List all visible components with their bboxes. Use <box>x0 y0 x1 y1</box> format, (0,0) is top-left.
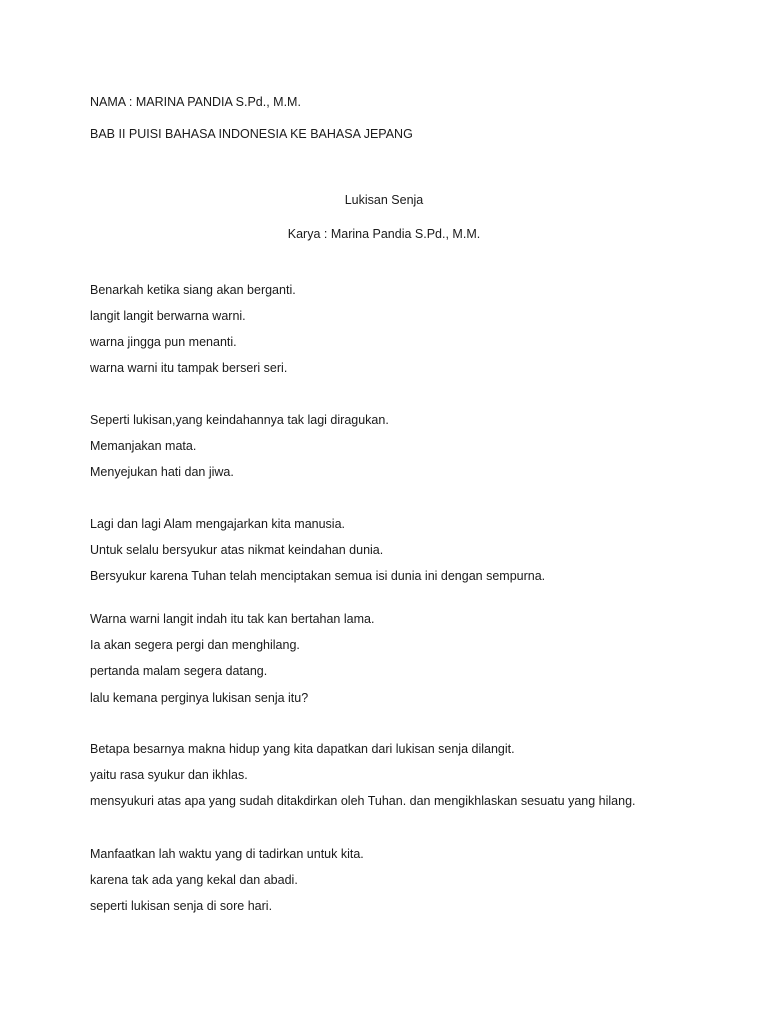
poem-line: Ia akan segera pergi dan menghilang. <box>90 638 300 652</box>
poem-line: Benarkah ketika siang akan berganti. <box>90 283 296 297</box>
poem-title: Lukisan Senja <box>344 193 424 207</box>
poem-line: Bersyukur karena Tuhan telah menciptakan semua isi dunia ini dengan sempurna. <box>90 569 546 583</box>
poem-line: Menyejukan hati dan jiwa. <box>90 465 234 479</box>
poem-line: yaitu rasa syukur dan ikhlas. <box>90 768 248 782</box>
poem-line: Manfaatkan lah waktu yang di tadirkan untuk kita. <box>90 847 364 861</box>
poem-line: Warna warni langit indah itu tak kan bertahan lama. <box>90 612 375 626</box>
poem-line: Untuk selalu bersyukur atas nikmat keindahan dunia. <box>90 543 384 557</box>
poem-line: Betapa besarnya makna hidup yang kita dapatkan dari lukisan senja dilangit. <box>90 742 515 756</box>
poem-line: Memanjakan mata. <box>90 439 197 453</box>
poem-line: seperti lukisan senja di sore hari. <box>90 899 273 913</box>
poem-line: Seperti lukisan,yang keindahannya tak lagi diragukan. <box>90 413 389 427</box>
poem-line: Lagi dan lagi Alam mengajarkan kita manusia. <box>90 517 346 531</box>
poem-line: warna warni itu tampak berseri seri. <box>90 361 288 375</box>
poem-line: mensyukuri atas apa yang sudah ditakdirkan oleh Tuhan. dan mengikhlaskan sesuatu yang hilang. <box>90 794 636 808</box>
author-name-line: NAMA : MARINA PANDIA S.Pd., M.M. <box>90 95 301 109</box>
poem-line: langit langit berwarna warni. <box>90 309 246 323</box>
poem-line: warna jingga pun menanti. <box>90 335 237 349</box>
chapter-heading: BAB II PUISI BAHASA INDONESIA KE BAHASA JEPANG <box>90 127 413 141</box>
poem-line: lalu kemana perginya lukisan senja itu? <box>90 691 309 705</box>
poem-line: pertanda malam segera datang. <box>90 664 268 678</box>
poem-author: Karya : Marina Pandia S.Pd., M.M. <box>287 227 481 241</box>
poem-line: karena tak ada yang kekal dan abadi. <box>90 873 298 887</box>
